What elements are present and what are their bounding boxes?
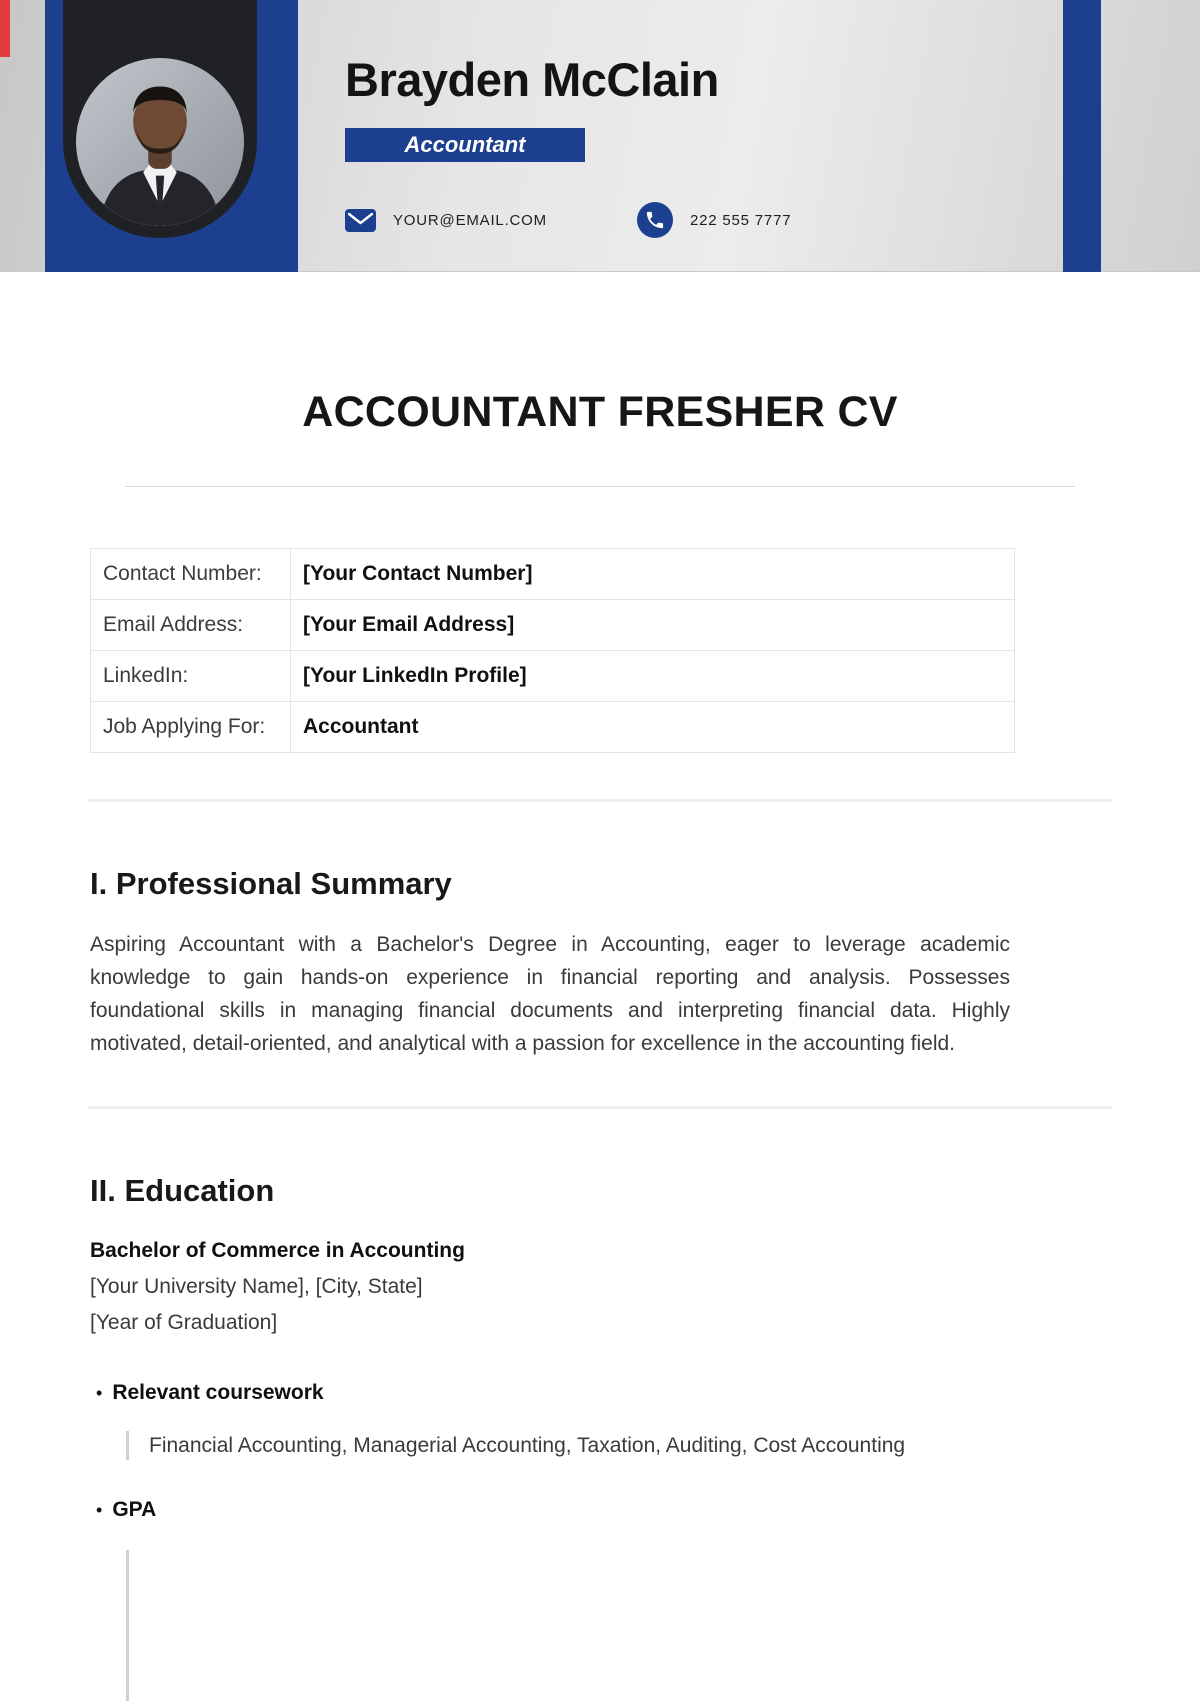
email-text: YOUR@EMAIL.COM <box>393 211 547 229</box>
section-divider <box>88 1106 1112 1109</box>
education-graduation: [Year of Graduation] <box>90 1311 278 1334</box>
cv-header <box>0 0 1200 272</box>
info-value: [Your LinkedIn Profile] <box>291 651 1015 702</box>
table-row <box>91 600 1015 651</box>
table-row <box>91 549 1015 600</box>
person-name: Brayden McClain <box>345 53 719 106</box>
section-professional-summary <box>90 866 1110 1060</box>
avatar <box>76 58 244 226</box>
table-row <box>91 651 1015 702</box>
bullet-marker: • <box>96 1500 103 1520</box>
info-value: [Your Contact Number] <box>291 549 1015 600</box>
cv-body <box>0 388 1200 1701</box>
phone-text: 222 555 7777 <box>690 211 792 229</box>
bullet-item-coursework <box>96 1381 1110 1405</box>
gpa-quote <box>126 1550 1110 1701</box>
contact-phone <box>637 202 791 238</box>
education-degree: Bachelor of Commerce in Accounting <box>90 1239 465 1262</box>
education-heading: II. Education <box>90 1173 275 1208</box>
red-accent-bar <box>0 0 10 57</box>
contact-email <box>345 202 547 238</box>
title-divider <box>125 486 1075 487</box>
bullet-label: Relevant coursework <box>112 1381 324 1404</box>
document-title: ACCOUNTANT FRESHER CV <box>302 388 898 436</box>
coursework-quote: Financial Accounting, Managerial Accounting, Taxation, Auditing, Cost Accounting <box>126 1431 1110 1460</box>
navy-right-stripe <box>1063 0 1101 272</box>
photo-card <box>63 0 257 238</box>
info-label: Contact Number: <box>91 549 291 600</box>
section-education <box>90 1173 1110 1701</box>
info-label: LinkedIn: <box>91 651 291 702</box>
info-label: Email Address: <box>91 600 291 651</box>
summary-heading: I. Professional Summary <box>90 866 452 901</box>
role-badge: Accountant <box>345 128 585 162</box>
table-row <box>91 702 1015 753</box>
bullet-item-gpa <box>96 1498 1110 1522</box>
info-value: Accountant <box>291 702 1015 753</box>
phone-icon <box>637 202 673 238</box>
email-icon <box>345 209 376 232</box>
info-value: [Your Email Address] <box>291 600 1015 651</box>
education-institution: [Your University Name], [City, State] <box>90 1275 423 1298</box>
info-label: Job Applying For: <box>91 702 291 753</box>
bullet-marker: • <box>96 1383 103 1403</box>
info-table <box>90 548 1015 753</box>
bullet-label: GPA <box>112 1498 157 1521</box>
summary-paragraph: Aspiring Accountant with a Bachelor's Degree in Accounting, eager to leverage academic knowledge to gain hands-on experience in financial reporting and analysis. Possesses foundational skills in managing financial documents and interpreting financial data. Highly motivated, detail-oriented, and analytical with a passion for excellence in the accounting field. <box>90 933 1010 1055</box>
section-divider <box>88 799 1112 802</box>
navy-left-panel <box>45 0 298 272</box>
